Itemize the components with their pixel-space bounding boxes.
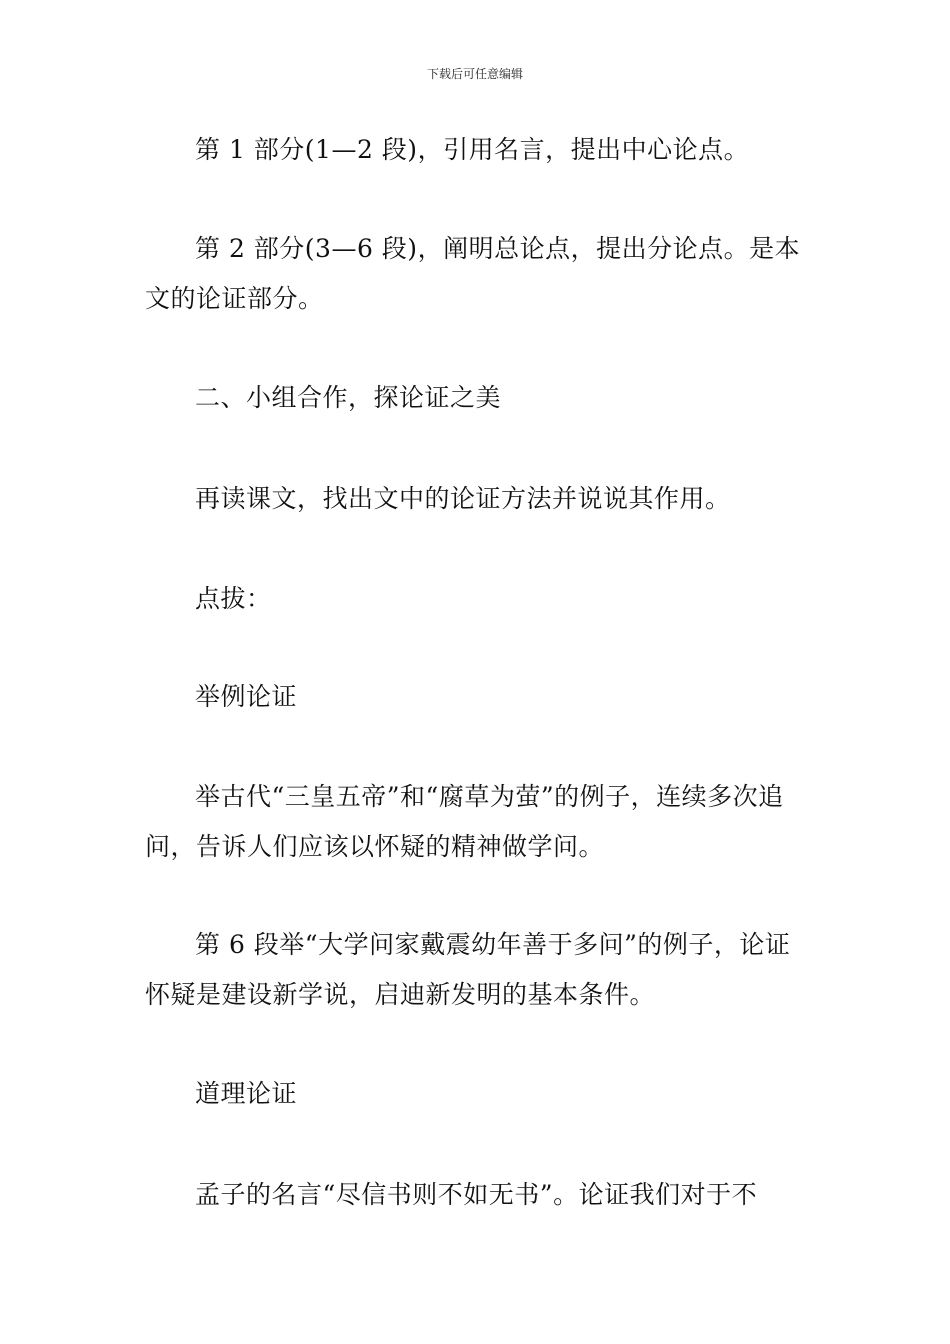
paragraph-reasoning-1: 孟子的名言“尽信书则不如无书”。论证我们对于不 — [195, 1180, 758, 1209]
subheading-reasoning-argument: 道理论证 — [195, 1079, 298, 1108]
paragraph-part-1: 第 1 部分(1—2 段)，引用名言，提出中心论点。 — [195, 135, 750, 164]
page-header: 下载后可任意编辑 — [426, 67, 523, 81]
paragraph-hint-label: 点拔： — [195, 584, 272, 613]
paragraph-example-1: 举古代“三皇五帝”和“腐草为萤”的例子，连续多次追问，告诉人们应该以怀疑的精神做学问。 — [145, 782, 784, 861]
section-heading: 二、小组合作，探论证之美 — [195, 383, 502, 412]
subheading-example-argument: 举例论证 — [195, 682, 298, 711]
paragraph-part-2: 第 2 部分(3—6 段)，阐明总论点，提出分论点。是本文的论证部分。 — [145, 234, 801, 313]
paragraph-example-2: 第 6 段举“大学问家戴震幼年善于多问”的例子，论证怀疑是建设新学说，启迪新发明的基本条件。 — [145, 930, 791, 1009]
paragraph-task: 再读课文，找出文中的论证方法并说说其作用。 — [195, 484, 731, 513]
